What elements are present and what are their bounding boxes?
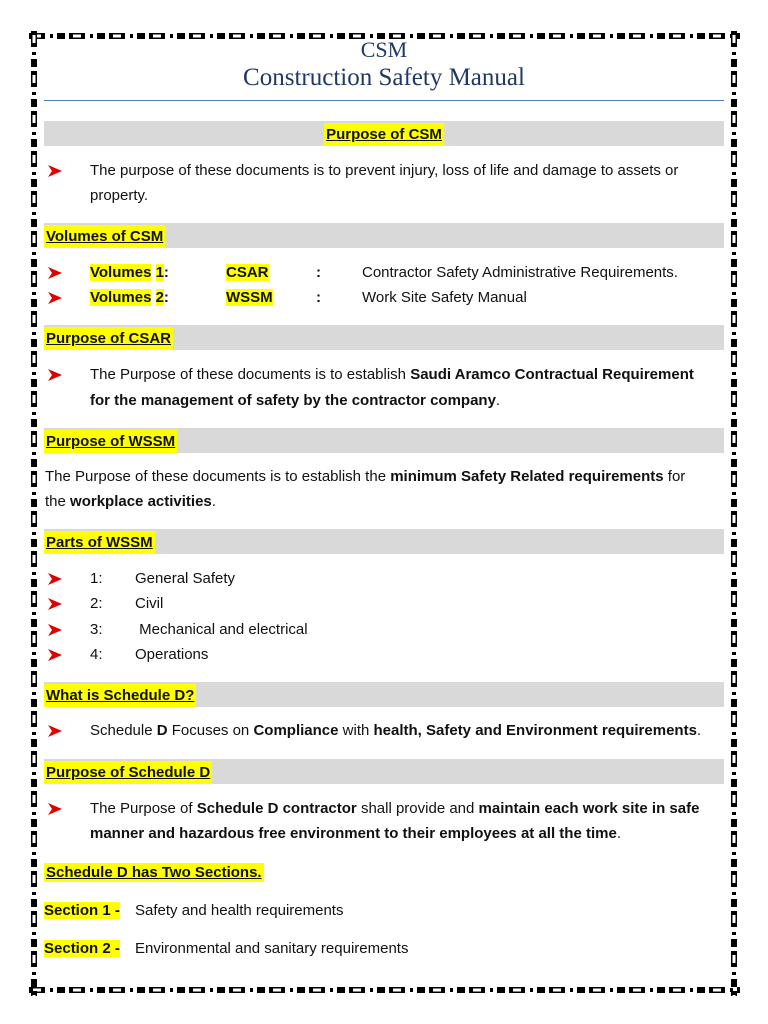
list-item-number: 4: bbox=[90, 646, 103, 663]
page-border-bottom bbox=[28, 984, 740, 996]
red-arrow-bullet-icon bbox=[48, 267, 62, 279]
header-rule bbox=[44, 100, 724, 101]
section-band-purpose-schedule-d bbox=[44, 759, 724, 784]
paragraph-line: Schedule D Focuses on Compliance with health, Safety and Environment requirements. bbox=[90, 722, 702, 739]
section-2-description: Environmental and sanitary requirements bbox=[135, 940, 409, 957]
section-heading-parts-wssm: Parts of WSSM bbox=[44, 531, 155, 554]
paragraph-line: manner and hazardous free environment to their employees at all the time. bbox=[90, 825, 621, 842]
list-item-number: 3: bbox=[90, 621, 103, 638]
red-arrow-bullet-icon bbox=[48, 649, 62, 661]
list-item: Civil bbox=[135, 595, 164, 612]
list-item: Operations bbox=[135, 646, 209, 663]
red-arrow-bullet-icon bbox=[48, 165, 62, 177]
section-band-schedule-d bbox=[44, 682, 724, 707]
section-heading-two-sections: Schedule D has Two Sections. bbox=[46, 864, 262, 881]
red-arrow-bullet-icon bbox=[48, 598, 62, 610]
section-heading-schedule-d: What is Schedule D? bbox=[44, 684, 196, 707]
paragraph-line: The Purpose of these documents is to establish the minimum Safety Related requirements for bbox=[45, 468, 686, 485]
red-arrow-bullet-icon bbox=[48, 803, 62, 815]
paragraph-line: The Purpose of these documents is to establish Saudi Aramco Contractual Requirement bbox=[90, 366, 694, 383]
red-arrow-bullet-icon bbox=[48, 624, 62, 636]
red-arrow-bullet-icon bbox=[48, 292, 62, 304]
volume-code: CSAR bbox=[226, 264, 269, 281]
section-1-description: Safety and health requirements bbox=[135, 902, 344, 919]
section-heading-purpose-wssm: Purpose of WSSM bbox=[44, 430, 177, 453]
document-header bbox=[44, 37, 724, 93]
red-arrow-bullet-icon bbox=[48, 725, 62, 737]
paragraph-line: The Purpose of Schedule D contractor shall provide and maintain each work site in safe bbox=[90, 800, 700, 817]
section-band-purpose-wssm bbox=[44, 428, 724, 453]
list-item: Mechanical and electrical bbox=[135, 621, 308, 638]
volume-label: Volumes 1: bbox=[90, 264, 169, 281]
section-heading-volumes: Volumes of CSM bbox=[44, 225, 165, 248]
document-title-full: Construction Safety Manual bbox=[243, 64, 525, 91]
volume-label: Volumes 2: bbox=[90, 289, 169, 306]
page-border-left bbox=[28, 30, 40, 996]
section-heading-purpose-csm: Purpose of CSM bbox=[324, 123, 444, 146]
section-heading-purpose-csar: Purpose of CSAR bbox=[44, 327, 173, 350]
volume-code: WSSM bbox=[226, 289, 273, 306]
section-2-label: Section 2 - bbox=[44, 940, 120, 957]
page-border-right bbox=[728, 30, 740, 996]
section-band-parts-wssm bbox=[44, 529, 724, 554]
paragraph-line: the workplace activities. bbox=[45, 493, 216, 510]
paragraph-line: The purpose of these documents is to prevent injury, loss of life and damage to assets or bbox=[90, 162, 679, 179]
section-band-purpose-csm bbox=[44, 121, 724, 146]
red-arrow-bullet-icon bbox=[48, 369, 62, 381]
document-title-short: CSM bbox=[360, 37, 408, 62]
paragraph-line: property. bbox=[90, 187, 149, 204]
section-band-volumes bbox=[44, 223, 724, 248]
red-arrow-bullet-icon bbox=[48, 573, 62, 585]
volume-separator: : bbox=[316, 264, 321, 281]
section-band-purpose-csar bbox=[44, 325, 724, 350]
volume-description: Work Site Safety Manual bbox=[362, 289, 527, 306]
volume-separator: : bbox=[316, 289, 321, 306]
paragraph-line: for the management of safety by the contractor company. bbox=[90, 392, 501, 409]
list-item-number: 2: bbox=[90, 595, 103, 612]
section-1-label: Section 1 - bbox=[44, 902, 120, 919]
section-heading-purpose-schedule-d: Purpose of Schedule D bbox=[44, 761, 212, 784]
list-item-number: 1: bbox=[90, 570, 103, 587]
list-item: General Safety bbox=[135, 570, 236, 587]
volume-description: Contractor Safety Administrative Requirements. bbox=[362, 264, 678, 281]
